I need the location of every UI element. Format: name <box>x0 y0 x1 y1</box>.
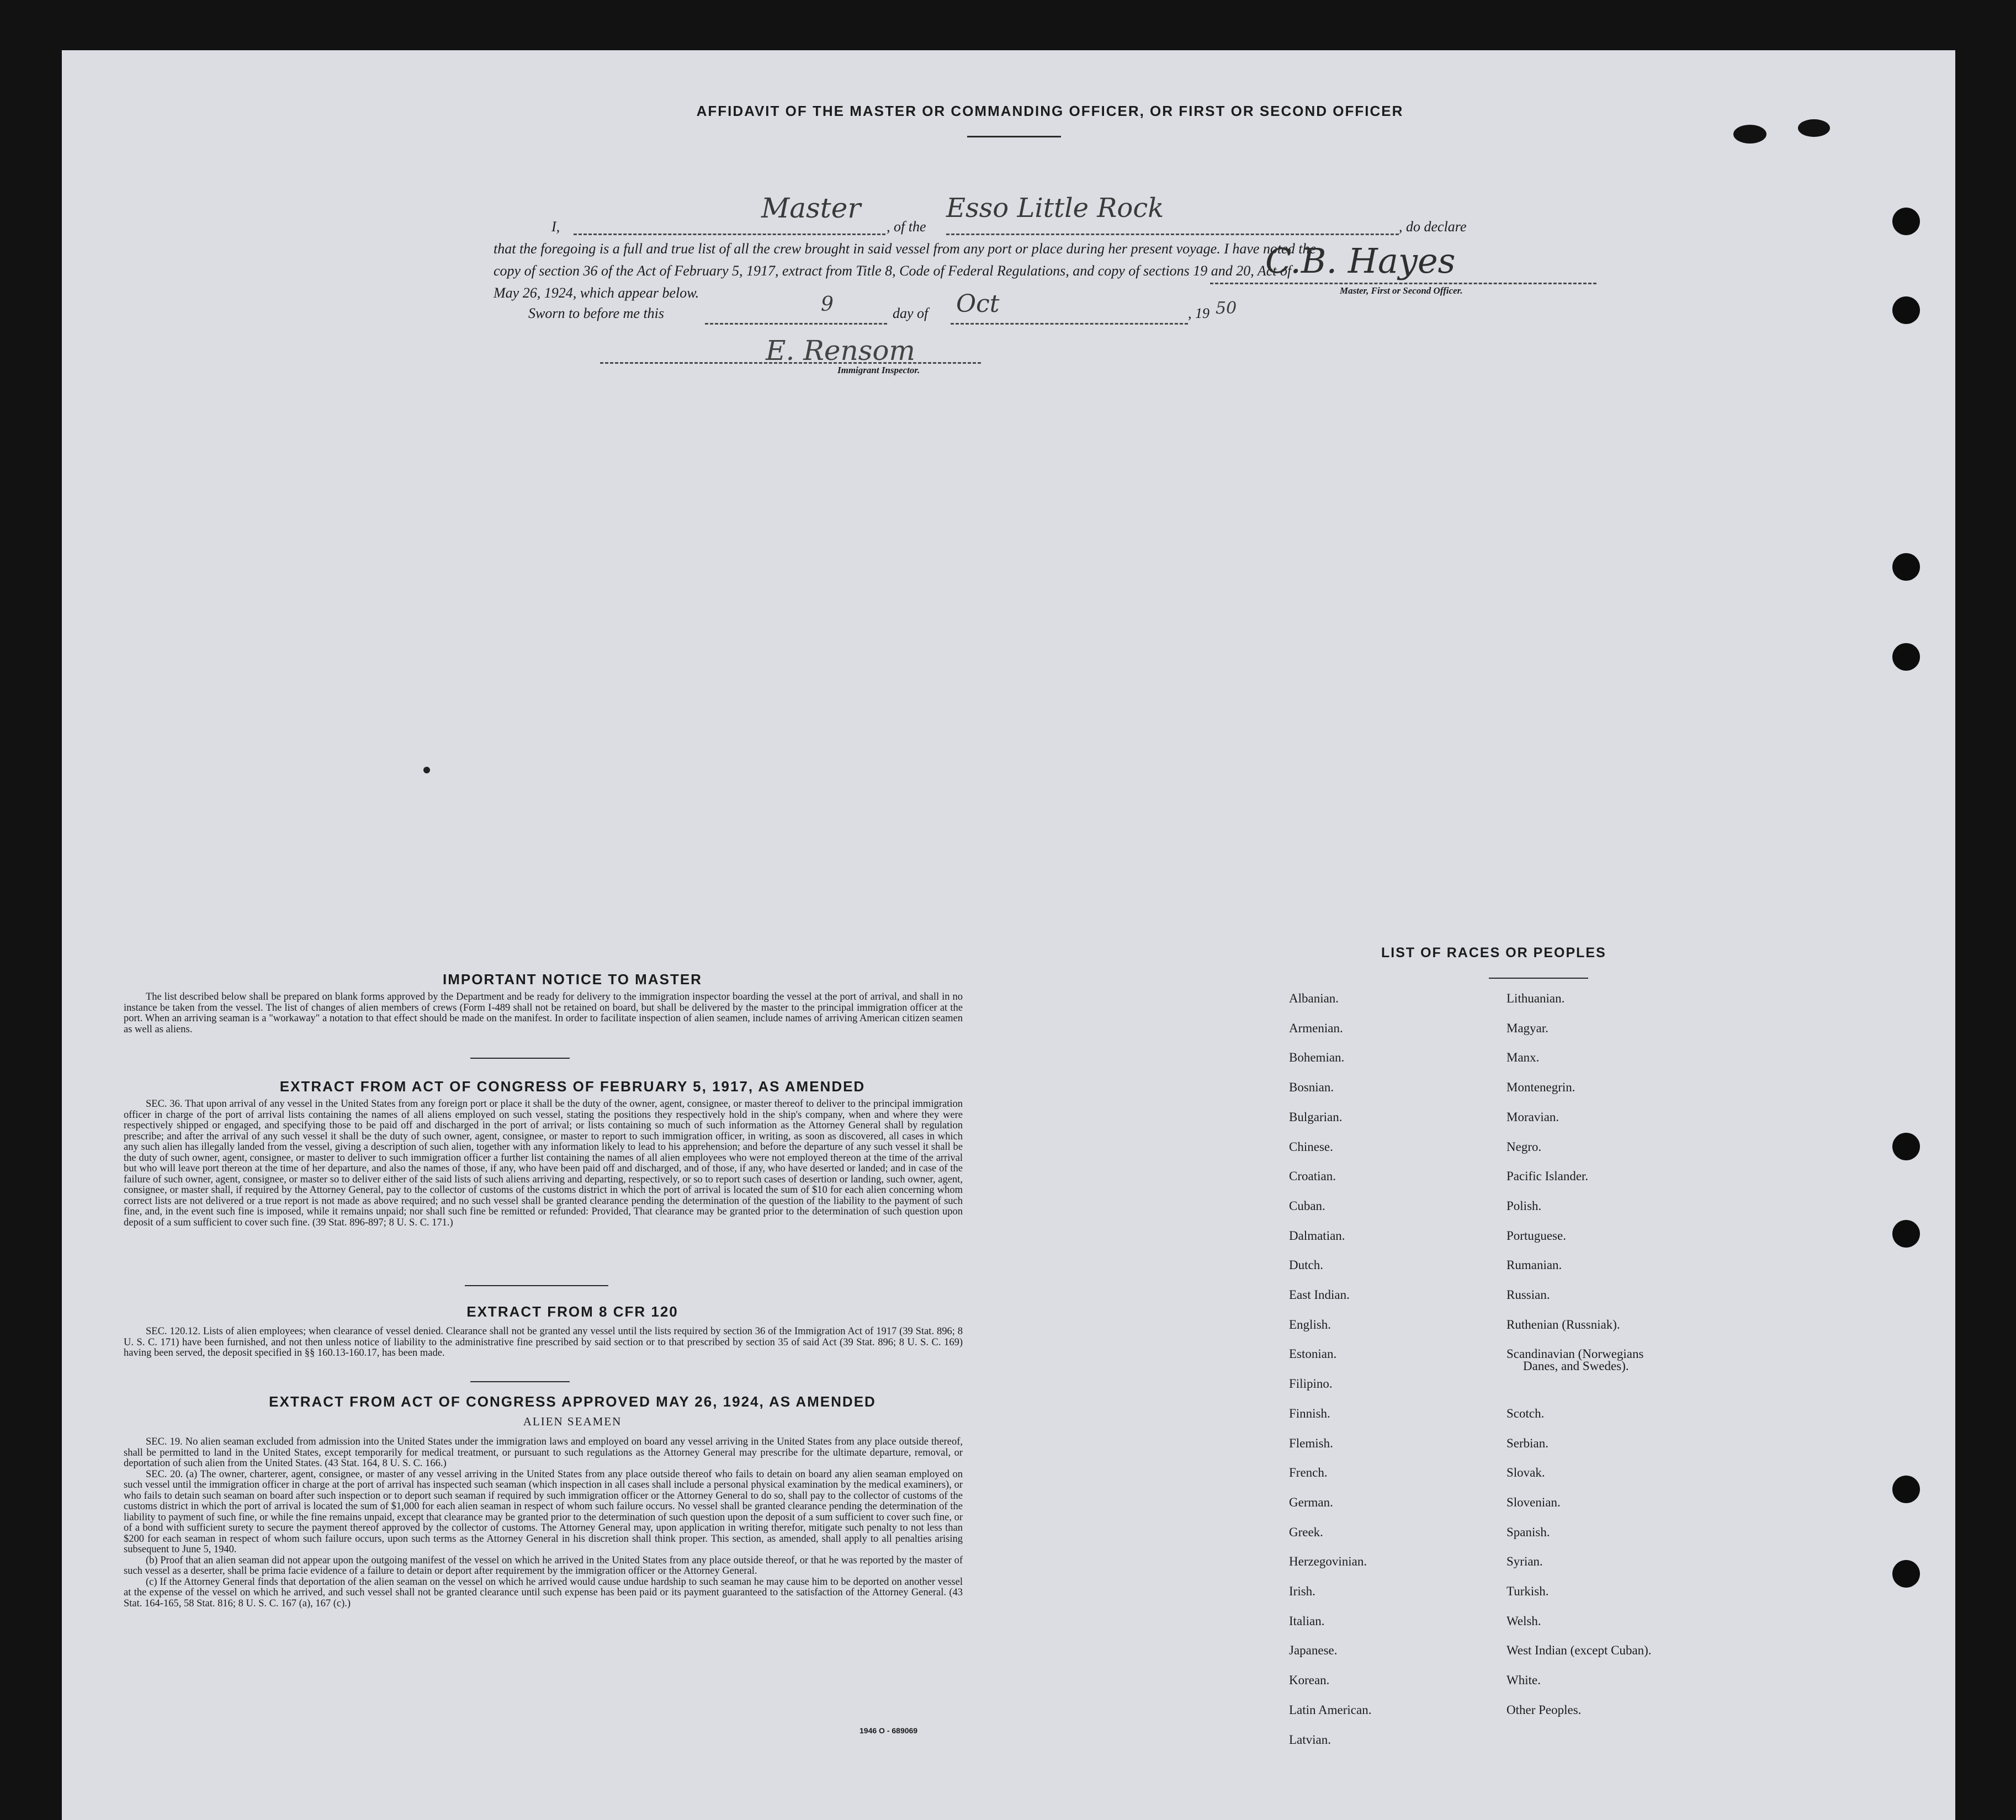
race-item: Greek. <box>1289 1525 1323 1539</box>
sec-19: SEC. 19. No alien seaman excluded from admission into the United States under the immigration laws and employed on board any vessel arriving in the United States from any place outside thereof, shall be permitted to land in the United States, except temporarily for medical treatment, or pursuant to such regulations as the Attorney General may prescribe for the ultimate departure, removal, or deportation of such alien from the United States. (43 Stat. 164, 8 U. S. C. 166.) <box>124 1436 963 1469</box>
inspector-signature: E. Rensom <box>766 335 915 367</box>
extract-1924-subtitle: ALIEN SEAMEN <box>523 1415 622 1428</box>
vessel-line <box>946 234 1399 235</box>
race-item: Pacific Islander. <box>1506 1169 1589 1184</box>
race-item: Slovenian. <box>1506 1495 1561 1509</box>
race-item: Negro. <box>1506 1139 1542 1154</box>
inspector-signature-line <box>600 362 981 364</box>
race-item: Rumanian. <box>1506 1258 1562 1272</box>
ink-dot <box>423 767 430 773</box>
print-code: 1946 O - 689069 <box>860 1726 918 1735</box>
extract-cfr-title: EXTRACT FROM 8 CFR 120 <box>466 1303 678 1320</box>
master-signature-line <box>1210 283 1596 284</box>
race-item: Flemish. <box>1289 1436 1333 1450</box>
officer-handwritten: Master <box>761 192 861 224</box>
race-item: Korean. <box>1289 1673 1330 1688</box>
affidavit-title: AFFIDAVIT OF THE MASTER OR COMMANDING OFFICER, OR FIRST OR SECOND OFFICER <box>696 103 1404 119</box>
master-caption: Master, First or Second Officer. <box>1340 285 1463 296</box>
race-item: White. <box>1506 1673 1541 1688</box>
sec-20a: SEC. 20. (a) The owner, charterer, agent, consignee, or master of any vessel arriving in the United States from any place outside thereof who fails to detain on board any alien seaman employed on such vessel until the immigration officer in charge at the port of arrival has inspected such seaman (which inspection in all cases shall include a personal physical examination by the medical examiners), or who fails to detain such seaman on board after such inspection or to deport such seaman if required by such immigration officer or the Attorney General to do so, shall pay to the collector of customs of the customs district in which the port of arrival is located the sum of $1,000 for each alien seaman in respect of whom such failure occurs. No vessel shall be granted clearance pending the determination of the liability to payment of such fine, or while the fine remains unpaid, except that clearance may be granted prior to the determination of such question upon the deposit of a sum sufficient to cover such fine, or of a bond with sufficient surety to secure the payment thereof approved by the collector of customs. The Attorney General may, upon application in writing therefor, mitigate such penalty to not less than $200 for each seaman in respect of whom such failure occurs, upon such terms as the Attorney General in his discretion shall think proper. This section, as amended, shall apply to all penalties arising subsequent to June 5, 1940. <box>124 1468 963 1555</box>
divider-1 <box>470 1058 570 1059</box>
race-item: Scotch. <box>1506 1406 1545 1420</box>
race-item: Armenian. <box>1289 1021 1343 1035</box>
sec-20c: (c) If the Attorney General finds that deportation of the alien seaman on the vessel on which he arrived would cause undue hardship to such seaman he may cause him to be deported on another vessel at the expense of the vessel on which he arrived, and such vessel shall not be granted clearance until such expense has been paid or its payment guaranteed to the satisfaction of the Attorney General. (43 Stat. 164-165, 58 Stat. 816; 8 U. S. C. 167 (a), 167 (c).) <box>124 1576 963 1609</box>
race-item: Slovak. <box>1506 1466 1545 1480</box>
document-sheet <box>62 50 1955 1820</box>
sec-20b: (b) Proof that an alien seaman did not appear upon the outgoing manifest of the vessel on which he arrived in the United States from any place outside thereof, or that he was reported by the master of such vessel as a deserter, shall be prima facie evidence of a failure to detain or deport after requirement by the immigration officer or the Attorney General. <box>124 1554 963 1577</box>
punch-hole <box>1892 208 1920 235</box>
race-item: Japanese. <box>1289 1643 1338 1658</box>
punch-hole <box>1892 1133 1920 1160</box>
extract-1924-title: EXTRACT FROM ACT OF CONGRESS APPROVED MAY 26, 1924, AS AMENDED <box>269 1393 876 1410</box>
month-handwritten: Oct <box>956 290 1000 318</box>
title-underline <box>967 136 1061 137</box>
officer-line <box>574 234 885 235</box>
day-handwritten: 9 <box>821 293 834 316</box>
race-item: Spanish. <box>1506 1525 1550 1539</box>
race-item: Manx. <box>1506 1050 1540 1065</box>
extract-1924-body <box>124 1437 963 1609</box>
race-item: Bosnian. <box>1289 1080 1334 1095</box>
divider-3 <box>470 1381 570 1382</box>
punch-hole <box>1892 296 1920 324</box>
race-item: Bohemian. <box>1289 1050 1345 1065</box>
punch-hole <box>1892 1560 1920 1588</box>
race-item: Italian. <box>1289 1614 1325 1628</box>
vessel-handwritten: Esso Little Rock <box>946 193 1164 224</box>
master-signature: C.B. Hayes <box>1265 241 1456 281</box>
punch-hole <box>1892 553 1920 581</box>
races-left-column <box>1289 991 1499 1797</box>
declaration-line-1: that the foregoing is a full and true list of all the crew brought in said vessel from any port or place during her present voyage. I have noted the <box>494 241 1316 257</box>
sworn-label: Sworn to before me this <box>528 305 665 321</box>
race-item: Danes, and Swedes). <box>1523 1359 1629 1373</box>
punch-hole <box>1892 1220 1920 1248</box>
race-item: Montenegrin. <box>1506 1080 1575 1095</box>
race-item: German. <box>1289 1495 1333 1509</box>
notice-title: IMPORTANT NOTICE TO MASTER <box>443 971 702 988</box>
race-item: Polish. <box>1506 1198 1542 1213</box>
race-item: Dalmatian. <box>1289 1228 1345 1243</box>
inspector-caption: Immigrant Inspector. <box>837 365 920 375</box>
extract-1917-title: EXTRACT FROM ACT OF CONGRESS OF FEBRUARY 5, 1917, AS AMENDED <box>279 1078 866 1095</box>
punch-hole <box>1892 643 1920 671</box>
race-item: Chinese. <box>1289 1139 1333 1154</box>
race-item: Ruthenian (Russniak). <box>1506 1317 1620 1331</box>
race-item: Albanian. <box>1289 991 1339 1005</box>
day-line <box>705 323 887 325</box>
divider-2 <box>465 1285 608 1286</box>
race-item: Syrian. <box>1506 1554 1543 1569</box>
year-prefix: , 19 <box>1188 305 1209 321</box>
notice-body: The list described below shall be prepared on blank forms approved by the Department and be ready for delivery to the immigration inspector boarding the vessel at the port of arrival, and shall in no instance be taken from the vessel. The list of changes of alien members of crews (Form I-489 shall not be retained on board, but shall be delivered by the master to the principal immigration officer at the port. When an arriving seaman is a "workaway" a notation to that effect should be made on the manifest. In order to facilitate inspection of alien seamen, include names of arriving American citizen seamen as well as aliens. <box>124 991 963 1035</box>
race-item: Herzegovinian. <box>1289 1554 1367 1569</box>
punch-hole <box>1892 1476 1920 1503</box>
race-item: Finnish. <box>1289 1406 1330 1420</box>
do-declare-label: , do declare <box>1399 219 1467 235</box>
of-the-label: , of the <box>887 219 926 235</box>
month-line <box>951 323 1188 325</box>
i-label: I, <box>551 219 560 235</box>
race-item: Portuguese. <box>1506 1228 1566 1243</box>
race-item: English. <box>1289 1317 1331 1331</box>
race-item: French. <box>1289 1466 1328 1480</box>
extract-1917-body: SEC. 36. That upon arrival of any vessel in the United States from any foreign port or place it shall be the duty of the owner, agent, consignee, or master thereof to deliver to the principal immigration officer in charge of the port of arrival lists containing the names of all aliens employed on such vessel, stating the positions they respectively hold in the ship's company, when and where they were respectively shipped or engaged, and specifying those to be paid off and discharged in the port of arrival; or lists containing so much of such information as the Attorney General shall by regulation prescribe; and after the arrival of any such vessel it shall be the duty of such owner, agent, consignee, or master to report to such immigration officer, in writing, as soon as discovered, all cases in which any such alien has illegally landed from the vessel, giving a description of such alien, together with any information likely to lead to his apprehension; and before the departure of any such vessel it shall be the duty of such owner, agent, consignee, or master to deliver to such immigration officer a further list containing the names of all alien employees who were not employed thereon at the time of the arrival but who will leave port thereon at the time of her departure, and also the names of those, if any, who have been paid off and discharged, and of those, if any, who have deserted or landed; and in case of the failure of such owner, agent, consignee, or master so to deliver either of the said lists of such aliens arriving and departing, respectively, or so to report such cases of desertion or landing, such owner, agent, consignee, or master shall, if required by the Attorney General, pay to the collector of customs of the customs district in which the port of arrival is located the sum of $10 for each alien concerning whom correct lists are not delivered or a true report is not made as above required; and no such vessel shall be granted clearance pending the determination of the question of the liability to the payment of such fine, and, in the event such fine is imposed, while it remains unpaid; nor shall such fine be remitted or refunded: Provided, That clearance may be granted prior to the determination of such question upon deposit of a sum sufficient to cover such fine. (39 Stat. 896-897; 8 U. S. C. 171.) <box>124 1099 963 1228</box>
race-item: Filipino. <box>1289 1377 1333 1391</box>
race-item: Magyar. <box>1506 1021 1549 1035</box>
race-item: East Indian. <box>1289 1288 1350 1302</box>
race-item: Other Peoples. <box>1506 1702 1582 1717</box>
extract-cfr-body: SEC. 120.12. Lists of alien employees; when clearance of vessel denied. Clearance shall not be granted any vessel until the lists required by section 36 of the Immigration Act of 1917 (39 Stat. 896; 8 U. S. C. 171) have been furnished, and not then unless notice of liability to the administrative fine prescribed by said section or to that prescribed by section 35 of said Act (39 Stat. 896; 8 U. S. C. 169) having been served, the deposit specified in §§ 160.13-160.17, has been made. <box>124 1326 963 1359</box>
race-item: Irish. <box>1289 1584 1315 1598</box>
day-of-label: day of <box>893 305 929 321</box>
declaration-line-3: May 26, 1924, which appear below. <box>494 285 699 301</box>
race-item: Scandinavian (Norwegians <box>1506 1347 1644 1361</box>
ink-blot-2 <box>1798 119 1830 137</box>
races-title: LIST OF RACES OR PEOPLES <box>1381 945 1606 961</box>
race-item: Dutch. <box>1289 1258 1323 1272</box>
race-item: Croatian. <box>1289 1169 1336 1184</box>
races-right-column <box>1506 991 1738 1797</box>
race-item: Serbian. <box>1506 1436 1549 1450</box>
declaration-line-2: copy of section 36 of the Act of February 5, 1917, extract from Title 8, Code of Federal Regulations, and copy of sections 19 and 20, Act of <box>494 263 1292 279</box>
race-item: Estonian. <box>1289 1347 1337 1361</box>
race-item: Welsh. <box>1506 1614 1541 1628</box>
race-item: Bulgarian. <box>1289 1110 1343 1124</box>
races-underline <box>1489 978 1588 979</box>
race-item: Cuban. <box>1289 1198 1325 1213</box>
race-item: Latin American. <box>1289 1702 1372 1717</box>
race-item: Russian. <box>1506 1288 1550 1302</box>
race-item: Turkish. <box>1506 1584 1549 1598</box>
year-handwritten: 50 <box>1216 299 1237 318</box>
race-item: Latvian. <box>1289 1732 1331 1747</box>
race-item: Moravian. <box>1506 1110 1559 1124</box>
ink-blot-1 <box>1733 125 1766 144</box>
race-item: Lithuanian. <box>1506 991 1565 1005</box>
race-item: West Indian (except Cuban). <box>1506 1643 1652 1658</box>
